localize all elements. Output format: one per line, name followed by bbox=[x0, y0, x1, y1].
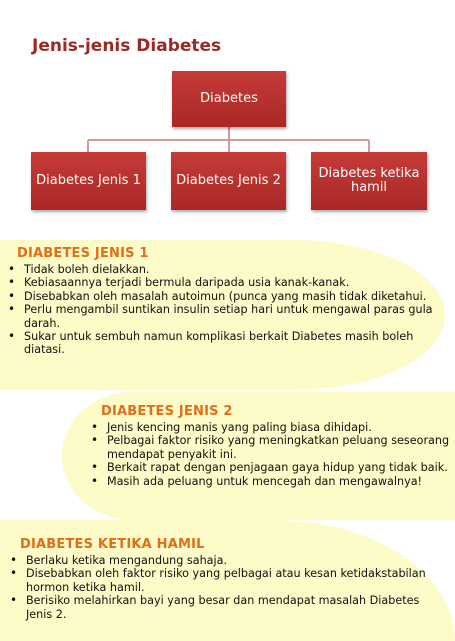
list-item: • Berisiko melahirkan bayi yang besar dan mendapat masalah Diabetes Jenis 2. bbox=[10, 594, 430, 621]
page-title: Jenis-jenis Diabetes bbox=[32, 36, 222, 56]
diagram-node-jenis-2: Diabetes Jenis 2 bbox=[171, 152, 286, 210]
list-item: • Kebiasaannya terjadi bermula daripada usia kanak-kanak. bbox=[8, 276, 433, 289]
bullet-list bbox=[8, 263, 433, 357]
diagram-node-diabetes: Diabetes bbox=[172, 71, 286, 127]
list-item: • Disebabkan oleh masalah autoimun (punca yang masih tidak diketahui. bbox=[8, 290, 433, 303]
bullet-list bbox=[10, 554, 430, 621]
list-item: • Tidak boleh dielakkan. bbox=[8, 263, 433, 276]
section-diabetes-jenis-1 bbox=[8, 246, 433, 357]
bullet-list bbox=[91, 421, 451, 488]
section-diabetes-jenis-2 bbox=[91, 404, 451, 488]
list-item: • Perlu mengambil suntikan insulin setiap hari untuk mengawal paras gula darah. bbox=[8, 303, 433, 330]
list-item: • Pelbagai faktor risiko yang meningkatkan peluang seseorang mendapat penyakit ini. bbox=[91, 434, 451, 461]
list-item: • Berlaku ketika mengandung sahaja. bbox=[10, 554, 430, 567]
list-item: • Masih ada peluang untuk mencegah dan mengawalnya! bbox=[91, 475, 451, 488]
section-heading: DIABETES JENIS 2 bbox=[101, 404, 233, 419]
list-item: • Sukar untuk sembuh namun komplikasi berkait Diabetes masih boleh diatasi. bbox=[8, 330, 433, 357]
section-heading: DIABETES JENIS 1 bbox=[17, 246, 149, 261]
section-heading: DIABETES KETIKA HAMIL bbox=[20, 537, 205, 552]
list-item: • Disebabkan oleh faktor risiko yang pelbagai atau kesan ketidakstabilan hormon ketika hamil. bbox=[10, 567, 430, 594]
section-diabetes-ketika-hamil bbox=[10, 537, 430, 621]
list-item: • Jenis kencing manis yang paling biasa dihidapi. bbox=[91, 421, 451, 434]
list-item: • Berkait rapat dengan penjagaan gaya hidup yang tidak baik. bbox=[91, 461, 451, 474]
diagram-node-ketika-hamil: Diabetes ketika hamil bbox=[311, 152, 427, 210]
diagram-node-jenis-1: Diabetes Jenis 1 bbox=[31, 152, 146, 210]
